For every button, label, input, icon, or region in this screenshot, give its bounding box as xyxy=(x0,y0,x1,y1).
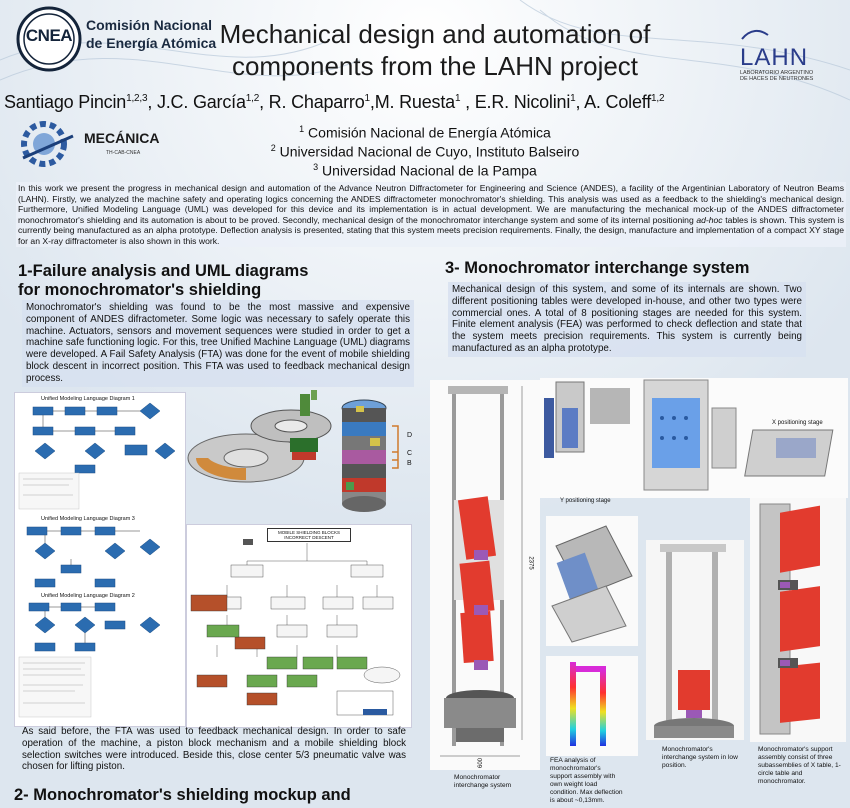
fta-tree xyxy=(187,525,411,727)
uml3-title: Unified Modeling Language Diagram 3 xyxy=(41,516,135,522)
uml1-title: Unified Modeling Language Diagram 1 xyxy=(41,396,135,402)
section3-text: Mechanical design of this system, and some of its internals are shown. Two different positioning tables were developed in-house, and other two types were commercial ones. A total of 8 positioning stages are needed for this system. Finite element analysis (FEA) was performed to check deflection and state that the system meets precision requirements. This system is currently being manufactured as an alpha prototype. xyxy=(448,282,806,357)
lahn-sub1: LABORATORIO ARGENTINO xyxy=(740,70,814,76)
lahn-sub2: DE HACES DE NEUTRONES xyxy=(740,76,814,82)
fta-title: MOBILE SHIELDING BLOCKS INCORRECT DESCENT xyxy=(267,528,351,542)
low-position-image xyxy=(646,540,744,740)
author-4-aff: 1 xyxy=(454,93,461,104)
cnea-logo xyxy=(16,6,82,72)
aff-2-sup: 2 xyxy=(270,143,276,153)
shielding-render xyxy=(186,388,416,523)
title-line1: Mechanical design and automation of xyxy=(219,19,651,49)
section1-heading xyxy=(18,262,418,300)
positioning-renders-top xyxy=(540,378,848,498)
caption-low-position: Monochromator's interchange system in low position. xyxy=(662,746,738,769)
y-stage-label: Y positioning stage xyxy=(560,498,611,504)
authors-line xyxy=(4,92,848,113)
uml2-title: Unified Modeling Language Diagram 2 xyxy=(41,593,135,599)
fea-render xyxy=(546,656,638,756)
section1-heading-line1: 1-Failure analysis and UML diagrams xyxy=(18,262,309,280)
y-stage-image xyxy=(546,516,638,646)
y-stage-render xyxy=(546,498,638,648)
author-5: , E.R. Nicolini xyxy=(460,92,571,112)
caption-interchange: Monochromator interchange system xyxy=(454,774,512,789)
section1-after-text: As said before, the FTA was used to feedback mechanical design. In order to safe operation of the machine, a piston block mechanism and a mobile shielding block selection switches were introduced. Beside this, close center 5/3 pneumatic valve was chosen for lifting piston. xyxy=(22,726,406,773)
author-3-aff: 1 xyxy=(364,93,370,104)
uml-diagrams-figure xyxy=(14,392,186,727)
abstract-part2: tables is shown. This system is currently being manufactured as an alpha prototype. Deflection analysis is presented, stating that this system meets precision requirements. Finally, the design, manufacture and implementation of a compact XY stage for an X-ray diffractometer is also shown in this work. xyxy=(18,214,844,246)
aff-3-text: Universidad Nacional de la Pampa xyxy=(318,162,537,179)
abstract-italic: ad-hoc xyxy=(696,214,723,225)
author-6-aff: 1,2 xyxy=(651,93,665,104)
support-assembly-render xyxy=(750,498,846,742)
label-d: D xyxy=(407,432,413,439)
lahn-logo xyxy=(740,28,840,82)
interchange-tower-image xyxy=(430,380,540,770)
caption-support-assembly: Monochromator's support assembly consist of three subassemblies of X table, 1-circle table and monochromator. xyxy=(758,746,841,785)
author-5-aff: 1 xyxy=(570,93,576,104)
fea-image xyxy=(546,656,638,756)
affiliation-3 xyxy=(260,158,590,180)
author-6: , A. Coleff xyxy=(575,92,652,112)
mecanica-logo xyxy=(18,118,178,170)
author-1-aff: 1,2,3 xyxy=(126,93,148,104)
aff-1-sup: 1 xyxy=(299,124,305,134)
aff-3-sup: 3 xyxy=(313,162,319,172)
abstract xyxy=(16,182,846,247)
section3-heading: 3- Monochromator interchange system xyxy=(445,259,750,277)
mecanica-sub: TH-CAB-CNEA xyxy=(106,150,141,156)
poster-title xyxy=(200,18,670,82)
x-stage-label: X positioning stage xyxy=(772,420,823,426)
section2-heading: 2- Monochromator's shielding mockup and xyxy=(14,786,351,804)
label-b: B xyxy=(407,460,412,467)
shielding-render-image xyxy=(186,388,416,523)
author-3: , R. Chaparro xyxy=(259,92,365,112)
aff-2-text: Universidad Nacional de Cuyo, Instituto Balseiro xyxy=(275,143,580,160)
author-2: , J.C. García xyxy=(147,92,246,112)
lahn-swoosh-icon xyxy=(740,29,770,41)
gear-icon xyxy=(18,118,78,168)
mecanica-name: MECÁNICA xyxy=(84,130,160,146)
fta-figure xyxy=(186,524,412,728)
author-2-aff: 1,2 xyxy=(245,93,260,104)
section1-heading-line2: for monochromator's shielding xyxy=(18,281,262,299)
dim-600-label: 600 xyxy=(478,757,485,769)
abstract-part1: In this work we present the progress in mechanical design and automation of the Advance Neutron Diffractometer for Engineering and Science (ANDES), a facility of the Argentinian Laboratory of Neutron Beams (LAHN). Firstly, we analyzed the machine safety and operating logics concerning the ANDES diffractometer monochromator's shielding. This analysis was used as a feedback to the shielding's mechanical design. Furthermore, Unified Modeling Language (UML) was developed for this device and its implementation is in actual development. We are manufacturing the mechanical mock-up of the ANDES diffractometer monochromator's shielding and its automation is about to be proved. Secondly, mechanical design of the monochromator interchange system and some of its internal positioning xyxy=(18,183,844,225)
org-name-line2: de Energía Atómica xyxy=(86,35,217,51)
dim-2375-label: 2375 xyxy=(527,556,534,570)
lahn-logo-text: LAHN xyxy=(740,44,809,71)
interchange-tower-render xyxy=(430,380,540,770)
positioning-stages-image xyxy=(540,378,848,498)
label-c: C xyxy=(407,450,413,457)
uml-flowcharts xyxy=(15,393,185,723)
caption-fea: FEA analysis of monochromator's support assembly with own weight load condition. Max deflection is about ~0,13mm. xyxy=(550,757,623,804)
org-name xyxy=(86,16,216,52)
support-assembly-image xyxy=(750,498,846,742)
author-1: Santiago Pincin xyxy=(4,92,127,112)
section1-text: Monochromator's shielding was found to be the most massive and expensive component of ANDES difractometer. Some logic was necessary to safely operate this machine. Actuators, sensors and movement sequences were studied in order to get a machine safe functioning logic. For this, tree Unified Machine Language (UML) diagrams were developed. A Fail Safety Analysis (FTA) was done for the event of mobile shielding block descent in incorrect position. This FTA was used to feedback mechanical design process. xyxy=(22,300,414,387)
author-4: ,M. Ruesta xyxy=(369,92,455,112)
low-position-render xyxy=(646,540,744,740)
org-name-line1: Comisión Nacional xyxy=(86,17,213,33)
title-line2: components from the LAHN project xyxy=(231,51,639,81)
aff-1-text: Comisión Nacional de Energía Atómica xyxy=(304,124,551,141)
cnea-logo-text: CNEA xyxy=(25,26,73,45)
